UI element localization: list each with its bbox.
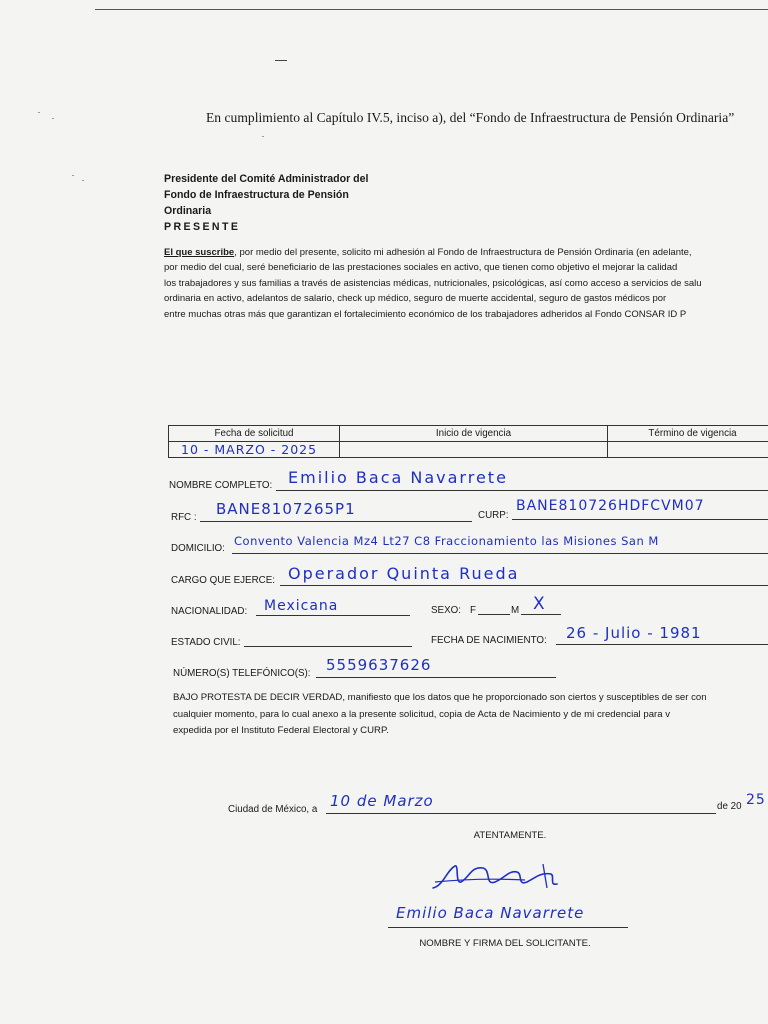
declaration-line: BAJO PROTESTA DE DECIR VERDAD, manifiesto que los datos que he proporcionado son ciertos y susceptibles de ser con [173, 692, 707, 703]
nombre-label: NOMBRE COMPLETO: [169, 480, 273, 491]
nacionalidad-label: NACIONALIDAD: [171, 606, 248, 617]
rfc-label: RFC : [171, 512, 197, 523]
fecha-nacimiento-value[interactable]: 26 - Julio - 1981 [566, 624, 702, 642]
value-fecha-solicitud[interactable]: 10 - MARZO - 2025 [169, 442, 340, 458]
lead-phrase: El que suscribe [164, 247, 235, 258]
paragraph-line: los trabajadores y sus familias a través de asistencias médicas, nutricionales, psicológicas, así como acceso a servicios de salu [164, 277, 702, 289]
fecha-nacimiento-label: FECHA DE NACIMIENTO: [431, 635, 547, 646]
top-border-line [95, 9, 768, 10]
domicilio-label: DOMICILIO: [171, 543, 225, 554]
curp-value[interactable]: BANE810726HDFCVM07 [516, 498, 705, 514]
scan-speck [72, 175, 74, 176]
paragraph-line: , por medio del presente, solicito mi adhesión al Fondo de Infraestructura de Pensión Ordinaria (en adelante, [234, 247, 692, 258]
cargo-value[interactable]: Operador Quinta Rueda [288, 564, 520, 583]
addressee-line: Fondo de Infraestructura de Pensión [164, 189, 349, 201]
atentamente-label: ATENTAMENTE. [473, 830, 547, 841]
sexo-f-line [478, 614, 510, 615]
sexo-f-label: F [470, 605, 476, 616]
declaration-line: cualquier momento, para lo cual anexo a la presente solicitud, copia de Acta de Nacimiento y de mi credencial para v [173, 708, 671, 720]
declaration-line: expedida por el Instituto Federal Electoral y CURP. [173, 725, 389, 736]
header-fecha-solicitud: Fecha de solicitud [169, 426, 340, 442]
closing-date-value[interactable]: 10 de Marzo [330, 792, 434, 810]
scan-speck [52, 118, 54, 119]
addressee-presente: PRESENTE [164, 221, 241, 233]
telefono-line [316, 677, 556, 678]
sexo-m-label: M [511, 605, 520, 616]
table-header-row [169, 426, 768, 442]
firma-label: NOMBRE Y FIRMA DEL SOLICITANTE. [419, 938, 591, 949]
nacionalidad-line [256, 615, 410, 616]
fecha-nacimiento-line [556, 644, 768, 645]
curp-label: CURP: [478, 510, 509, 521]
value-termino-vigencia[interactable] [608, 442, 768, 458]
value-inicio-vigencia[interactable] [340, 442, 608, 458]
date-line [326, 813, 716, 814]
year-value[interactable]: 25 [746, 792, 766, 808]
header-inicio-vigencia: Inicio de vigencia [340, 426, 608, 442]
intro-line: En cumplimiento al Capítulo IV.5, inciso a), del “Fondo de Infraestructura de Pensión Ordinaria” [206, 110, 735, 125]
rfc-value[interactable]: BANE8107265P1 [216, 500, 356, 518]
telefono-value[interactable]: 5559637626 [326, 656, 432, 674]
signer-name: Emilio Baca Navarrete [396, 904, 585, 922]
cargo-label: CARGO QUE EJERCE: [171, 575, 275, 586]
paragraph-line: entre muchas otras más que garantizan el fortalecimiento económico de los trabajadores adheridos al Fondo CONSAR ID P [164, 308, 687, 320]
scan-speck [82, 180, 84, 181]
declaration-paragraph [173, 690, 707, 740]
stray-dash [275, 60, 287, 61]
sexo-label: SEXO: [431, 605, 461, 616]
place-label: Ciudad de México, a [228, 804, 318, 815]
estado-civil-line [244, 646, 412, 647]
curp-line [512, 519, 768, 520]
estado-civil-label: ESTADO CIVIL: [171, 637, 241, 648]
rfc-line [200, 521, 472, 522]
scan-speck [38, 112, 40, 113]
year-prefix: de 20 [717, 801, 742, 812]
header-termino-vigencia: Término de vigencia [608, 426, 768, 442]
request-paragraph [164, 245, 702, 322]
domicilio-value[interactable]: Convento Valencia Mz4 Lt27 C8 Fraccionamiento las Misiones San M [234, 534, 659, 548]
cargo-line [280, 585, 768, 586]
dates-table [168, 425, 768, 458]
paragraph-line: ordinaria en activo, adelantos de salario, check up médico, seguro de muerte accidental, seguro de gastos médicos por [164, 293, 667, 305]
sexo-m-mark[interactable]: X [533, 594, 546, 614]
telefono-label: NÚMERO(S) TELEFÓNICO(S): [173, 668, 311, 679]
addressee-line: Presidente del Comité Administrador del [164, 173, 369, 185]
sexo-m-line [521, 614, 561, 615]
signature-line [388, 927, 628, 928]
nombre-line [276, 490, 768, 491]
signature-scribble [425, 858, 565, 900]
paragraph-line: por medio del cual, seré beneficiario de las prestaciones sociales en activo, que tienen como objetivo el mejorar la calidad [164, 262, 678, 274]
table-value-row [169, 442, 768, 458]
nacionalidad-value[interactable]: Mexicana [264, 598, 339, 614]
nombre-value[interactable]: Emilio Baca Navarrete [288, 468, 508, 487]
addressee-line: Ordinaria [164, 205, 212, 217]
addressee-block [164, 171, 368, 235]
domicilio-line [232, 553, 768, 554]
scan-speck [262, 136, 264, 137]
